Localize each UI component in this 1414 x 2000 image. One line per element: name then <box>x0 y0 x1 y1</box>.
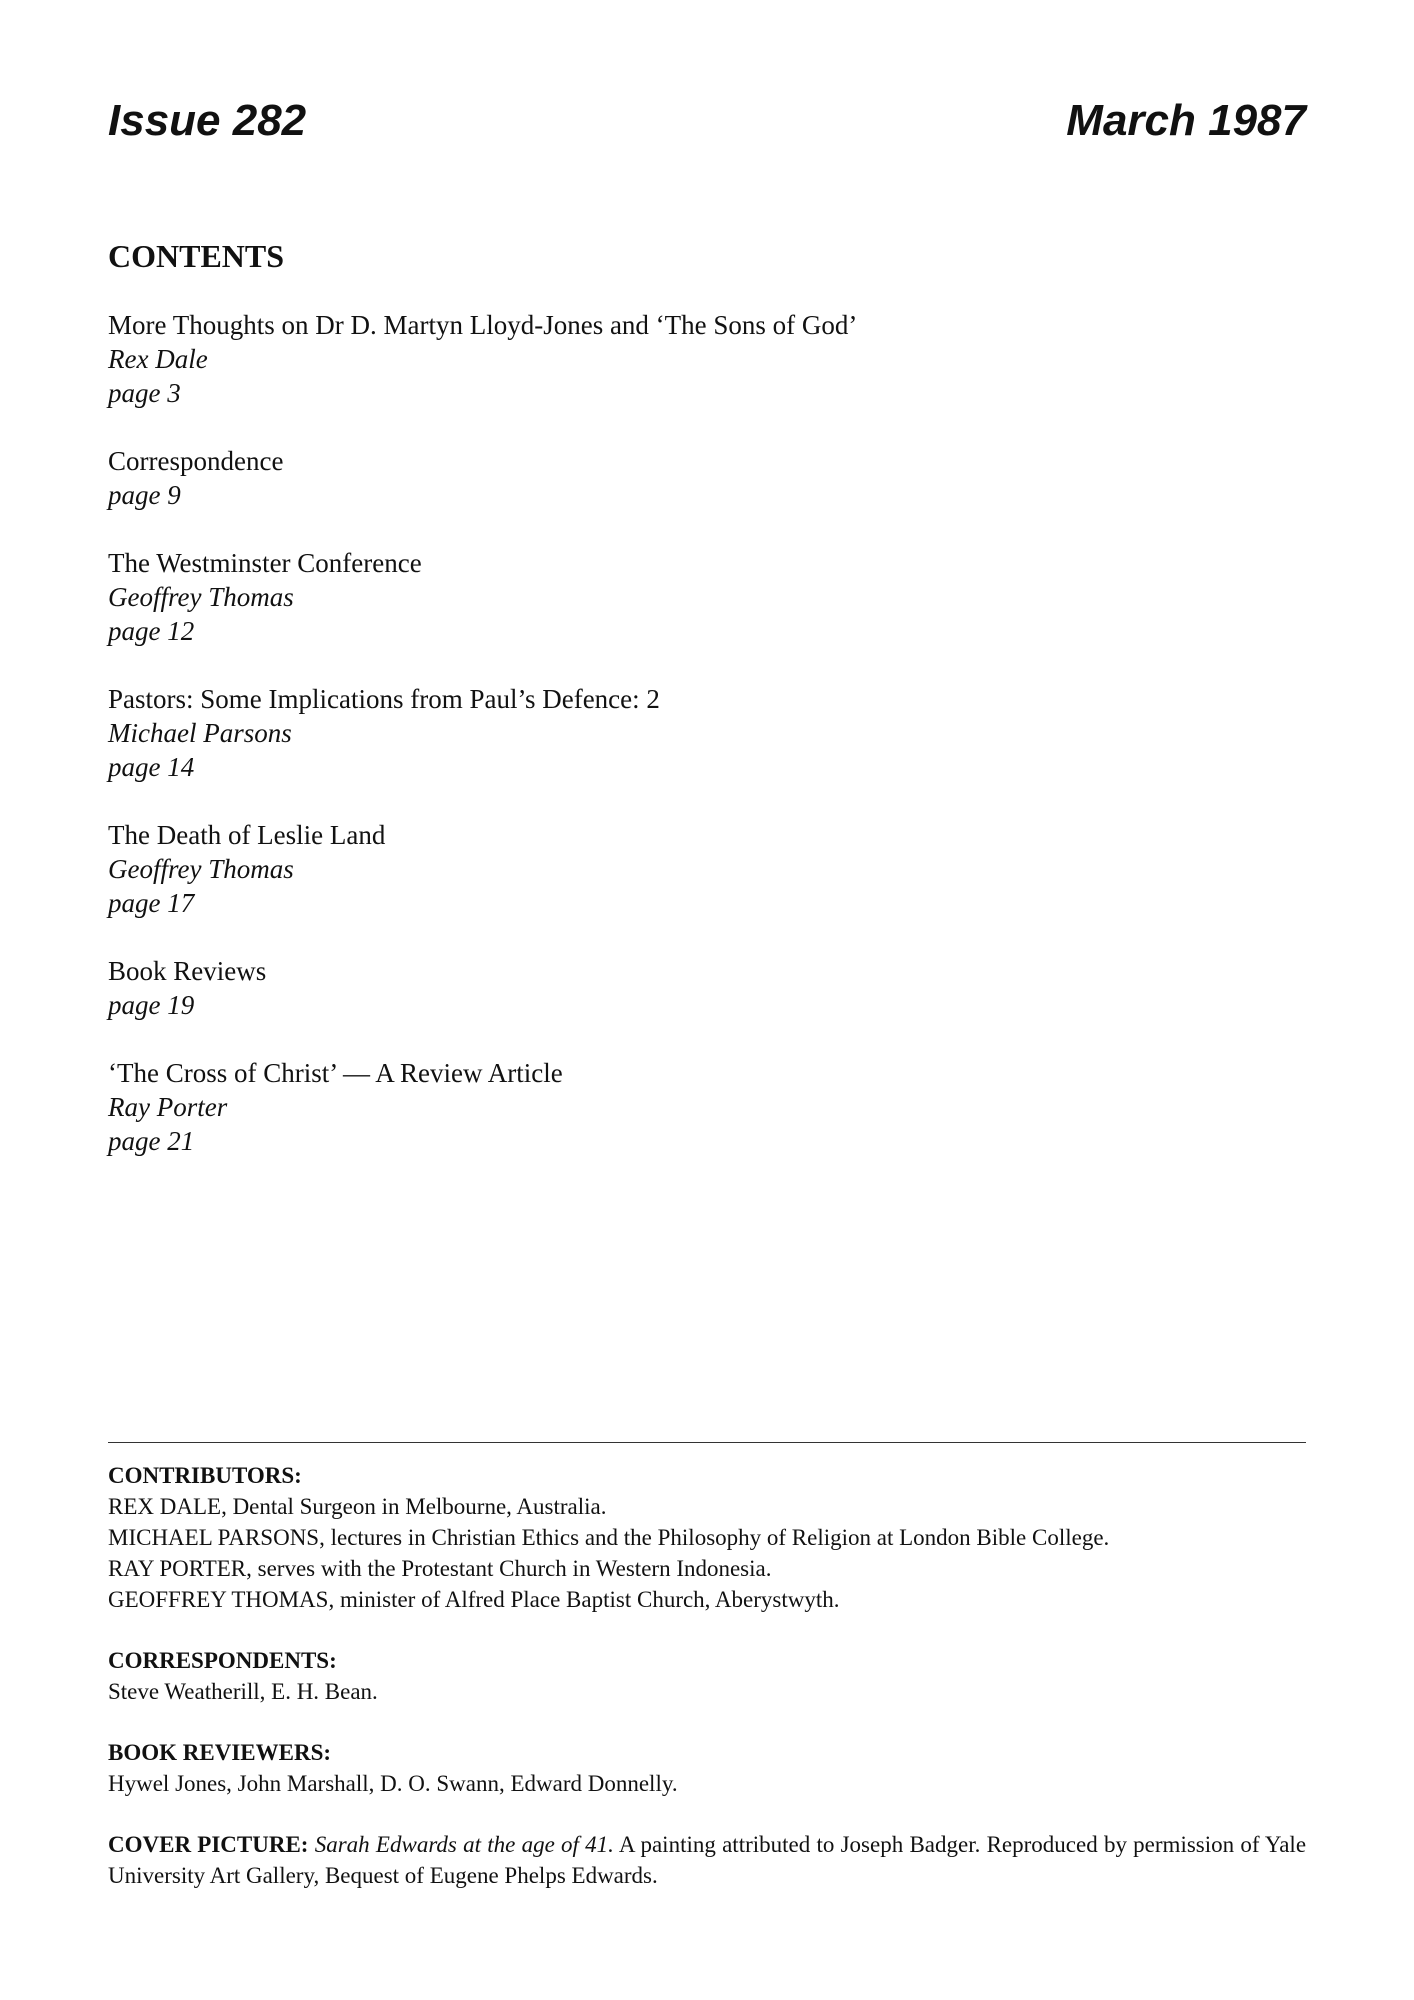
cover-picture-block <box>108 1829 1306 1891</box>
toc-entry-page: page 17 <box>108 888 195 918</box>
toc-entry-author: Geoffrey Thomas <box>108 854 294 884</box>
toc-entry-author: Ray Porter <box>108 1092 228 1122</box>
toc-entry-page: page 3 <box>108 378 181 408</box>
toc-entry-title: The Westminster Conference <box>108 548 422 578</box>
book-reviewers-text: Hywel Jones, John Marshall, D. O. Swann, Edward Donnelly. <box>108 1771 678 1796</box>
contributor-line: GEOFFREY THOMAS, minister of Alfred Place Baptist Church, Aberystwyth. <box>108 1587 840 1612</box>
book-reviewers-label: BOOK REVIEWERS: <box>108 1740 332 1765</box>
toc-entry <box>108 444 1108 512</box>
contributor-line: MICHAEL PARSONS, lectures in Christian Ethics and the Philosophy of Religion at London Bible College. <box>108 1525 1110 1550</box>
book-reviewers-block <box>108 1737 1306 1799</box>
toc-entry-title: Book Reviews <box>108 956 267 986</box>
toc-entry-page: page 21 <box>108 1126 195 1156</box>
toc-entry-author: Rex Dale <box>108 344 208 374</box>
toc-entry-title: The Death of Leslie Land <box>108 820 386 850</box>
correspondents-label: CORRESPONDENTS: <box>108 1648 337 1673</box>
cover-picture-text: A painting attributed to Joseph Badger. Reproduced by permission of Yale University Art Gallery, Bequest of Eugene Phelps Edwards. <box>108 1832 1307 1888</box>
toc-entry-author: Michael Parsons <box>108 718 292 748</box>
toc-entry <box>108 308 1108 410</box>
correspondents-text: Steve Weatherill, E. H. Bean. <box>108 1679 378 1704</box>
toc-entry-author: Geoffrey Thomas <box>108 582 294 612</box>
cover-picture-label: COVER PICTURE: <box>108 1832 309 1857</box>
masthead <box>108 96 1306 146</box>
correspondents-block <box>108 1645 1306 1707</box>
toc-entry-page: page 19 <box>108 990 195 1020</box>
credits <box>108 1460 1306 1921</box>
contributors-block <box>108 1460 1306 1615</box>
divider <box>108 1442 1306 1443</box>
toc-entry <box>108 1056 1108 1158</box>
contributors-label: CONTRIBUTORS: <box>108 1463 302 1488</box>
toc-entry-title: More Thoughts on Dr D. Martyn Lloyd-Jones and ‘The Sons of God’ <box>108 310 858 340</box>
issue-number: Issue 282 <box>108 96 307 145</box>
toc-entry-title: Pastors: Some Implications from Paul’s Defence: 2 <box>108 684 660 714</box>
table-of-contents <box>108 308 1108 1192</box>
toc-entry-page: page 9 <box>108 480 181 510</box>
toc-entry-title: Correspondence <box>108 446 284 476</box>
toc-entry <box>108 546 1108 648</box>
cover-picture-work: Sarah Edwards at the age of 41. <box>314 1832 614 1857</box>
contents-heading: CONTENTS <box>108 238 285 274</box>
toc-entry-title: ‘The Cross of Christ’ — A Review Article <box>108 1058 563 1088</box>
toc-entry <box>108 818 1108 920</box>
toc-entry-page: page 12 <box>108 616 195 646</box>
issue-date: March 1987 <box>1066 96 1306 145</box>
toc-entry <box>108 682 1108 784</box>
contributor-line: RAY PORTER, serves with the Protestant Church in Western Indonesia. <box>108 1556 772 1581</box>
contributor-line: REX DALE, Dental Surgeon in Melbourne, Australia. <box>108 1494 607 1519</box>
toc-entry-page: page 14 <box>108 752 195 782</box>
toc-entry <box>108 954 1108 1022</box>
